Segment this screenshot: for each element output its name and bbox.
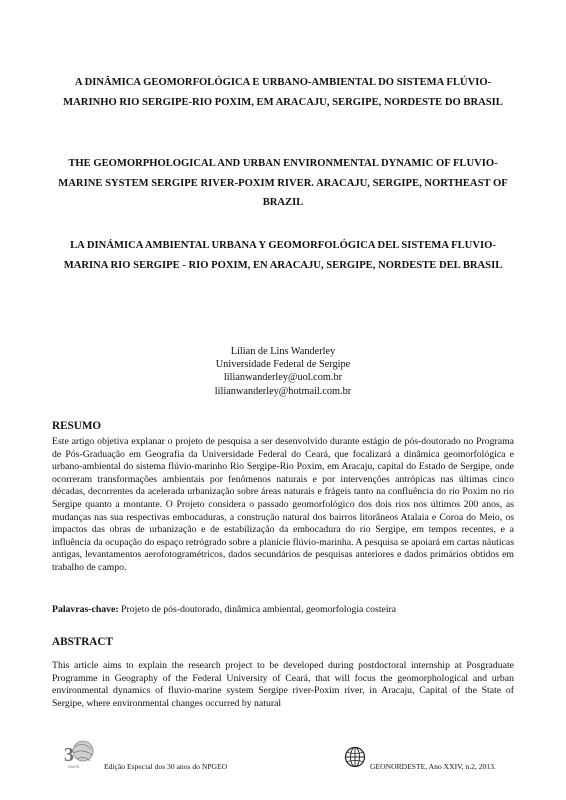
resumo-heading: RESUMO [52,420,102,432]
abstract-heading: ABSTRACT [52,636,113,648]
keywords-text: Projeto de pós-doutorado, dinâmica ambiental, geomorfologia costeira [118,604,397,615]
author-affiliation: Universidade Federal de Sergipe [215,359,351,371]
npgeo-30-anos-logo-icon [62,737,96,771]
title-english: THE GEOMORPHOLOGICAL AND URBAN ENVIRONMENTAL DYNAMIC OF FLUVIO-MARINE SYSTEM SERGIPE RIVER-POXIM RIVER. ARACAJU, SERGIPE, NORTHEAST OF BRAZIL [58,158,508,208]
author-email-2[interactable]: lilianwanderley@hotmail.com.br [214,385,352,397]
footer-edition-text: Edição Especial dos 30 anos do NPGEO [104,762,228,771]
title-spanish: LA DINÁMICA AMBIENTAL URBANA Y GEOMORFOLÓGICA DEL SISTEMA FLUVIO-MARINA RIO SERGIPE - RIO POXIM, EN ARACAJU, SERGIPE, NORDESTE DEL BRASIL [63,240,503,271]
author-block [0,345,566,398]
globe-icon [344,746,366,768]
keywords-line [52,604,514,617]
author-email-1[interactable]: lilianwanderley@uol.com.br [223,372,343,384]
keywords-label: Palavras-chave: [52,604,119,615]
svg-text:ANOS: ANOS [68,764,80,769]
footer-journal-text: GEONORDESTE, Ano XXIV, n.2, 2013. [370,762,496,771]
svg-text:3: 3 [64,744,74,766]
resumo-text: Este artigo objetiva explanar o projeto de pesquisa a ser desenvolvido durante estágio de pós-doutorado no Programa de Pós-Graduação em Geografia da Universidade Federal do Ceará, que focalizará a dinâmica geomorfológica e urbano-ambiental do sistema flúvio-marinho Rio Sergipe-Rio Poxim, em Aracaju, capital do Estado de Sergipe, onde ocorreram transformações ambientais por fenômenos naturais e por intervenções antrópicas nas últimas cinco décadas, decorrentes da acelerada urbanização sobre áreas naturais e frágeis tanto na confluência do rio Poxim no rio Sergipe quanto a montante. O Projeto considera o passado geomorfológico dos dois rios nos últimos 200 anos, as mudanças nas sua respectivas embocaduras, a construção natural dos bairros litorâneos Atalaia e Coroa do Meio, os impactos das obras de urbanização e de estabilização da embocadura do rio Sergipe, em tempos recentes, e a influência da ocupação do espaço retrógrado sobre a planície flúvio-marinha. A pesquisa se apoiará em cartas náuticas antigas, levantamentos aerofotogramétricos, dados secundários de pesquisas anteriores e dados primários obtidos em trabalho de campo. [52,436,514,573]
abstract-text: This article aims to explain the research project to be developed during postdoctoral internship at Posgraduate Programme in Geography of the Federal University of Ceará, that will focus the geomorphological and urban environmental dynamics of fluvio-marine system Sergipe river-Poxim river, in Aracaju, Capital of the State of Sergipe, where environmental changes occurred by natural [52,660,514,709]
author-name: Lílian de Lins Wanderley [230,346,336,357]
title-portuguese: A DINÂMICA GEOMORFOLÓGICA E URBANO-AMBIENTAL DO SISTEMA FLÚVIO-MARINHO RIO SERGIPE-RIO POXIM, EM ARACAJU, SERGIPE, NORDESTE DO BRASIL [63,77,503,108]
